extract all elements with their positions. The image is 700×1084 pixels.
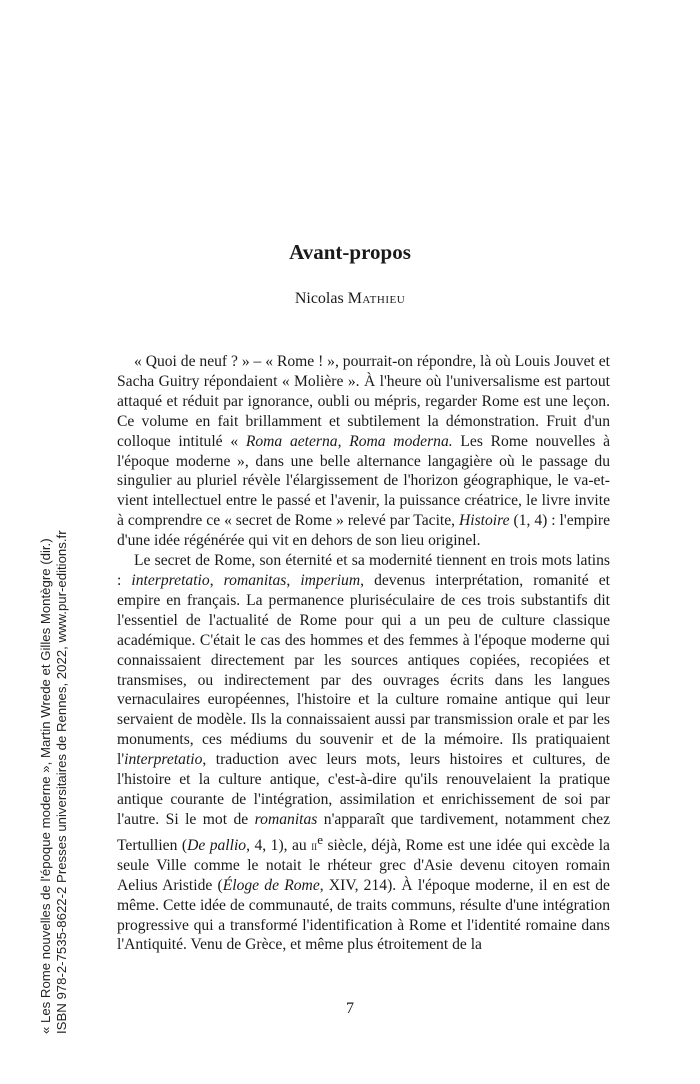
p1-text-b: Les Rome nouvelles à l'époque moderne », dans une belle alternance langagière où le passage du singulier au pluriel révèle l'élargissement de l'horizon géographique, le va-et-vient intellectuel entre le passé et l'avenir, la puissance créatrice, le livre invite à comprendre ce « secret de Rome » relevé par Tacite, [117,432,610,530]
p2-text-g: , XIV, 214). À l'époque moderne, il en est de même. Cette idée de communauté, de traits communs, résulte d'une intégration progressive qui a transformé l'identification à Rome et l'identité romaine dans l'Antiquité. Venu de Grèce, et même plus étroitement de la [117,876,610,954]
p2-italic-romanitas: romanitas [223,571,287,589]
p1-italic-title: Roma aeterna, Roma moderna. [245,432,453,450]
side-note-line-2: ISBN 978-2-7535-8622-2 Presses universitaires de Rennes, 2022, www.pur-editions.fr [54,530,69,1034]
p2-text-d: n'apparaît que tardivement, notamment chez Tertullien ( [117,810,610,854]
paragraph-2 [117,551,610,955]
p2-text-e: , 4, 1), au [246,836,312,854]
p2-italic-de-pallio: De pallio [187,836,247,854]
p1-text-a: « Quoi de neuf ? » – « Rome ! », pourrait-on répondre, là où Louis Jouvet et Sacha Guitry répondaient « Molière ». À l'heure où l'universalisme est partout attaqué et réduit par ignorance, oubli ou mépris, regarder Rome est une leçon. Ce volume en fait brillamment et subtilement la démonstration. Fruit d'un colloque intitulé « [117,353,610,450]
p2-sep-1: , [209,571,224,589]
p2-century: ii [311,837,318,853]
p2-italic-interpretatio: interpretatio [131,571,210,589]
p2-text-a: Le secret de Rome, son éternité et sa modernité tiennent en trois mots latins : [117,552,610,589]
p1-italic-histoire: Histoire [459,512,510,530]
p2-text-c: , traduction avec leurs mots, leurs histoires et cultures, de l'histoire et la culture antique, c'est-à-dire qu'ils renouvelaient la pratique antique courante de l'intégration, assimilation et enrichissement de soi par l'autre. Si le mot de [117,751,610,828]
body-text [117,352,610,955]
p2-text-f: siècle, déjà, Rome est une idée qui excède la seule Ville comme le notait le rhéteur grec d'Asie devenu citoyen romain Aelius Aristide ( [117,836,610,894]
author-name [0,290,700,308]
copyright-side-note [38,474,70,1034]
author-first-name: Nicolas [294,290,344,307]
p2-italic-romanitas-2: romanitas [254,810,318,828]
page-number: 7 [346,1000,354,1017]
p2-italic-imperium: imperium [300,571,361,589]
p2-italic-eloge: Éloge de Rome [222,876,320,894]
p1-text-c: (1, 4) : l'empire d'une idée régénérée qui vit en dehors de son lieu originel. [117,512,610,550]
paragraph-1 [117,352,610,551]
side-note-line-1: « Les Rome nouvelles de l'époque moderne », Martin Wrede et Gilles Montègre (dir.) [38,538,53,1034]
chapter-title: Avant-propos [289,240,411,264]
p2-century-sup: e [317,831,323,847]
p2-text-b: , devenus interprétation, romanité et empire en français. La permanence pluriséculaire de ces trois substantifs dit l'essentiel de l'actualité de Rome pour qui a un peu de culture classique académique. C'était le cas des hommes et des femmes à l'époque moderne qui connaissaient directement par les sources antiques copiées, recopiées et transmises, ou indirectement par des ouvrages écrits dans les langues vernaculaires européennes, l'histoire et la culture romaine antique qui leur servaient de modèle. Ils la connaissaient aussi par transmission orale et par les monuments, ces médiums du souvenir et de la mémoire. Ils pratiquaient l' [117,571,611,769]
p2-italic-interpretatio-2: interpretatio [124,751,203,769]
author-last-name: Mathieu [347,290,406,307]
p2-sep-2: , [286,571,301,589]
